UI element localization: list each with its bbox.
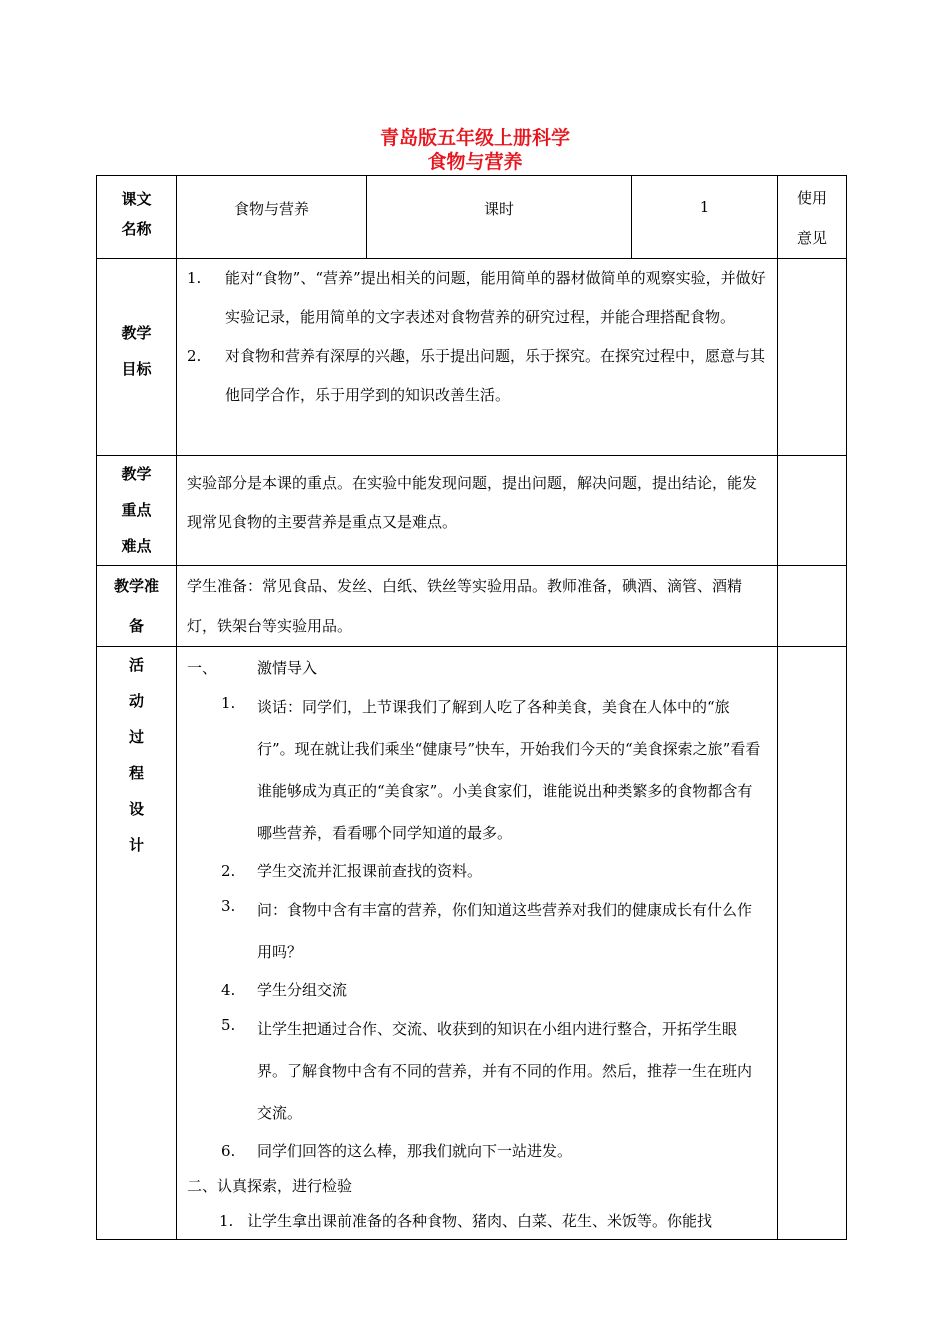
label-line: 程 (128, 764, 144, 782)
preparation-content (177, 566, 778, 647)
label-lesson-name (97, 176, 177, 259)
key-points-text: 实验部分是本课的重点。在实验中能发现问题，提出问题，解决问题，提出结论，能发现常见食物的主要营养是重点又是难点。 (187, 474, 758, 531)
usage-opinion-cell (778, 456, 847, 566)
usage-opinion-cell (778, 566, 847, 647)
label-line: 教学 (121, 324, 152, 342)
label-line: 目标 (121, 360, 152, 378)
item-text: 同学们回答的这么棒，那我们就向下一站进发。 (257, 1142, 573, 1160)
label-key-points (97, 456, 177, 566)
usage-opinion-label (778, 176, 847, 259)
goal-number: 1. (187, 269, 202, 287)
label-line: 教学 (121, 465, 152, 483)
lesson-name-text: 食物与营养 (233, 200, 309, 218)
preparation-text: 学生准备：常见食品、发丝、白纸、铁丝等实验用品。教师准备，碘酒、滴管、酒精灯，铁架台等实验用品。 (187, 577, 743, 635)
usage-opinion-cell (778, 259, 847, 456)
lesson-plan-table (96, 175, 847, 1240)
label-line: 使用 (796, 189, 827, 207)
label-line: 设 (128, 800, 144, 818)
usage-opinion-cell (778, 647, 847, 1240)
period-label (367, 176, 632, 259)
item-number: 6. (221, 1142, 236, 1160)
activity-content (177, 647, 778, 1240)
section-heading (187, 651, 765, 686)
item-text: 让学生把通过合作、交流、收获到的知识在小组内进行整合，开拓学生眼界。了解食物中含有不同的营养，并有不同的作用。然后，推荐一生在班内交流。 (257, 1020, 753, 1122)
activity-item (187, 854, 765, 889)
lesson-name-value (177, 176, 367, 259)
row-key-points (97, 456, 847, 566)
activity-item (187, 686, 765, 854)
label-line: 计 (128, 836, 144, 854)
label-line: 教学准 (113, 577, 159, 595)
label-line: 难点 (121, 537, 152, 555)
item-text: 问：食物中含有丰富的营养，你们知道这些营养对我们的健康成长有什么作用吗？ (257, 901, 753, 961)
item-text: 让学生拿出课前准备的各种食物、猪肉、白菜、花生、米饭等。你能找 (247, 1212, 713, 1230)
period-value (632, 176, 778, 259)
item-number: 2. (221, 862, 236, 880)
period-value-text: 1 (699, 198, 710, 216)
activity-item (187, 1134, 765, 1169)
item-number: 4. (221, 981, 236, 999)
row-activity-design (97, 647, 847, 1240)
section-title: 激情导入 (257, 659, 318, 677)
label-line: 动 (128, 692, 144, 710)
activity-item (187, 1204, 765, 1239)
period-label-text: 课时 (483, 200, 514, 218)
section-heading: 二、认真探索，进行检验 (187, 1177, 353, 1195)
item-number: 1. (219, 1212, 234, 1230)
item-text: 学生交流并汇报课前查找的资料。 (257, 862, 483, 880)
item-number: 3. (221, 897, 236, 915)
goal-text: 能对“食物”、“营养”提出相关的问题，能用简单的器材做简单的观察实验，并做好实验记录，能用简单的文字表述对食物营养的研究过程，并能合理搭配食物。 (225, 269, 766, 326)
label-preparation (97, 566, 177, 647)
label-line: 过 (128, 728, 144, 746)
label-line: 备 (128, 617, 144, 635)
row-lesson-name (97, 176, 847, 259)
item-text: 学生分组交流 (257, 981, 348, 999)
goal-item (187, 259, 767, 337)
section-number: 一、 (187, 659, 218, 677)
label-line: 名称 (121, 220, 152, 238)
goal-text: 对食物和营养有深厚的兴趣，乐于提出问题，乐于探究。在探究过程中，愿意与其他同学合作，乐于用学到的知识改善生活。 (225, 347, 766, 404)
label-line: 意见 (796, 229, 827, 247)
row-preparation (97, 566, 847, 647)
goal-item (187, 337, 767, 415)
row-teaching-goals (97, 259, 847, 456)
label-line: 活 (128, 656, 144, 674)
label-line: 重点 (121, 501, 152, 519)
item-text: 谈话：同学们，上节课我们了解到人吃了各种美食，美食在人体中的“旅行”。现在就让我们乘坐“健康号”快车，开始我们今天的“美食探索之旅”看看谁能够成为真正的“美食家”。小美食家们，谁能说出种类繁多的食物都含有哪些营养，看看哪个同学知道的最多。 (257, 698, 761, 842)
key-points-content (177, 456, 778, 566)
label-teaching-goals (97, 259, 177, 456)
activity-item (187, 1008, 765, 1134)
label-line: 课文 (121, 190, 152, 208)
document-subtitle: 食物与营养 (427, 151, 523, 173)
document-title: 青岛版五年级上册科学 (379, 127, 570, 149)
label-activity-design (97, 647, 177, 1240)
item-number: 5. (221, 1016, 236, 1034)
activity-item (187, 889, 765, 973)
item-number: 1. (221, 694, 236, 712)
activity-item (187, 973, 765, 1008)
teaching-goals-content (177, 259, 778, 456)
goal-number: 2. (187, 347, 202, 365)
